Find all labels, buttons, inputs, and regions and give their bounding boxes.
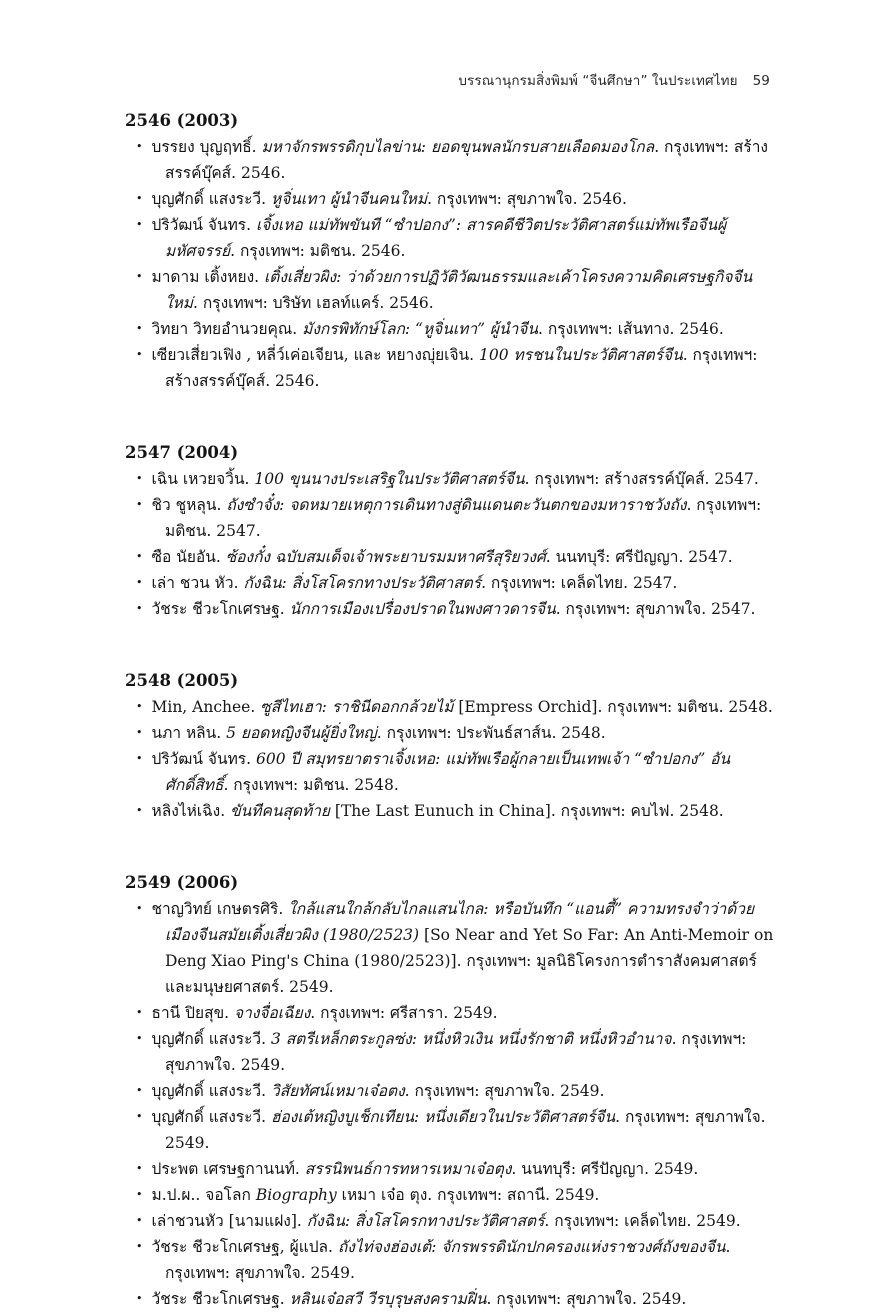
bibliography-entry [125, 1156, 775, 1182]
entry-plain-segment: เฉิน เหวยจวิ้น. [151, 470, 255, 488]
bullet-icon: • [136, 348, 143, 361]
entry-title-segment: 100 ขุนนางประเสริฐในประวัติศาสตร์จีน [254, 470, 525, 488]
bullet-icon: • [136, 1240, 143, 1253]
entry-title-segment: วิสัยทัศน์เหมาเจ๋อตง [271, 1082, 405, 1100]
entry-plain-segment: . กรุงเทพฯ: สุขภาพใจ. 2549. [165, 1108, 766, 1152]
bullet-icon: • [136, 1084, 143, 1097]
entry-plain-segment: บุญศักดิ์ แสงระวี. [151, 1108, 271, 1126]
bullet-icon: • [136, 1110, 143, 1123]
entry-text [152, 548, 733, 566]
entry-plain-segment: . กรุงเทพฯ: สุขภาพใจ. 2547. [555, 600, 756, 618]
bullet-icon: • [136, 602, 143, 615]
entry-plain-segment: เล่าชวนหัว [นามแฝง]. [151, 1212, 307, 1230]
entry-title-segment: Biography [255, 1186, 337, 1204]
entry-text [152, 268, 753, 312]
bullet-icon: • [136, 1188, 143, 1201]
bibliography-entry [125, 134, 775, 186]
entry-plain-segment: ชิว ชูหลุน. [151, 496, 227, 514]
entry-plain-segment: เล่า ชวน หัว. [151, 574, 244, 592]
entry-plain-segment: . นนทบุรี: ศรีปัญญา. 2547. [545, 548, 733, 566]
bullet-icon: • [136, 902, 143, 915]
entry-text [152, 724, 606, 742]
entry-plain-segment: . กรุงเทพฯ: เคล็ดไทย. 2547. [481, 574, 678, 592]
entry-text [152, 698, 773, 716]
year-section [125, 870, 775, 1312]
entry-text [152, 138, 768, 182]
entry-plain-segment: . นนทบุรี: ศรีปัญญา. 2549. [511, 1160, 699, 1178]
entry-title-segment: ขันทีคนสุดท้าย [230, 802, 330, 820]
entry-text [152, 574, 678, 592]
entry-title-segment: ถังไท่จงฮ่องเต้: จักรพรรดินักปกครองแห่งราชวงศ์ถังของจีน [337, 1238, 726, 1256]
entry-plain-segment: บุญศักดิ์ แสงระวี. [151, 190, 271, 208]
entry-plain-segment: วิทยา วิทยอำนวยคุณ. [151, 320, 303, 338]
bibliography-entry [125, 1078, 775, 1104]
bullet-icon: • [136, 270, 143, 283]
entry-title-segment: 3 สตรีเหล็กตระกูลซ่ง: หนึ่งหิวเงิน หนึ่งรักชาติ หนึ่งหิวอำนาจ [271, 1030, 672, 1048]
bibliography-entry [125, 1286, 775, 1312]
entry-plain-segment: เหมา เจ๋อ ตุง. กรุงเทพฯ: สถานี. 2549. [336, 1186, 600, 1204]
year-section [125, 108, 775, 394]
entry-title-segment: ถังซำจั๋ง: จดหมายเหตุการเดินทางสู่ดินแดนตะวันตกของมหาราชวังถัง [226, 496, 687, 514]
entry-plain-segment: ชาญวิทย์ เกษตรศิริ. [151, 900, 289, 918]
entry-text [152, 600, 756, 618]
bullet-icon: • [136, 322, 143, 335]
entry-title-segment: นักการเมืองเปรื่องปราดในพงศาวดารจีน [289, 600, 556, 618]
running-header [458, 69, 770, 91]
entry-text [152, 1290, 687, 1308]
bibliography-entry [125, 342, 775, 394]
bullet-icon: • [136, 218, 143, 231]
running-header-title: บรรณานุกรมสิ่งพิมพ์ “จีนศึกษา” ในประเทศไทย [458, 73, 738, 89]
entry-title-segment: หลินเจ๋อสวี วีรบุรุษสงครามฝิ่น [289, 1290, 487, 1308]
entry-text [152, 496, 762, 540]
entry-plain-segment: [So Near and Yet So Far: An Anti-Memoir on Deng Xiao Ping's China (1980/2523)]. กรุงเทพฯ: มูลนิธิโครงการตำราสังคมศาสตร์และมนุษยศาสตร์. 2549. [165, 926, 774, 996]
year-section [125, 668, 775, 824]
entry-text [152, 1186, 600, 1204]
entry-text [152, 1030, 747, 1074]
entry-text [152, 470, 759, 488]
entry-plain-segment: . กรุงเทพฯ: เส้นทาง. 2546. [537, 320, 724, 338]
entry-title-segment: จางจื่อเฉียง [234, 1004, 311, 1022]
bullet-icon: • [136, 1214, 143, 1227]
entry-text [152, 1108, 766, 1152]
entry-plain-segment: ธานี ปิยสุข. [151, 1004, 235, 1022]
bibliography-entry [125, 186, 775, 212]
entry-plain-segment: หลิงไห่เฉิง. [151, 802, 231, 820]
bullet-icon: • [136, 804, 143, 817]
bullet-icon: • [136, 1292, 143, 1305]
entry-title-segment: เจิ้งเหอ แม่ทัพขันที “ซำปอกง”: สารคดีชีวิตประวัติศาสตร์แม่ทัพเรือจีนผู้มหัศจรรย์ [165, 216, 727, 260]
entry-title-segment: มหาจักรพรรดิกุบไลข่าน: ยอดขุนพลนักรบสายเลือดมองโกล [261, 138, 655, 156]
entry-text [152, 1004, 498, 1022]
entry-plain-segment: ซือ นัยอัน. [151, 548, 226, 566]
bibliography-entry [125, 466, 775, 492]
entry-plain-segment: . กรุงเทพฯ: สุขภาพใจ. 2549. [404, 1082, 605, 1100]
bibliography-entry [125, 1208, 775, 1234]
page-number: 59 [752, 73, 770, 89]
entry-plain-segment: . กรุงเทพฯ: สร้างสรรค์บุ๊คส์. 2547. [524, 470, 759, 488]
entry-title-segment: ซ้องกั๋ง ฉบับสมเด็จเจ้าพระยาบรมมหาศรีสุริยวงศ์ [225, 548, 546, 566]
entry-plain-segment: . กรุงเทพฯ: สุขภาพใจ. 2549. [165, 1238, 731, 1282]
entry-plain-segment: . กรุงเทพฯ: มติชน. 2547. [165, 496, 762, 540]
section-year-heading: 2549 (2006) [125, 873, 239, 892]
bullet-icon: • [136, 700, 143, 713]
entry-plain-segment: บุญศักดิ์ แสงระวี. [151, 1030, 271, 1048]
entry-title-segment: หูจิ่นเทา ผู้นำจีนคนใหม่ [271, 190, 428, 208]
entry-plain-segment: Min, Anchee. [151, 698, 261, 716]
section-year-heading: 2546 (2003) [125, 111, 239, 130]
entry-title-segment: ฮ่องเต้หญิงบูเช็กเทียน: หนึ่งเดียวในประวัติศาสตร์จีน [271, 1108, 616, 1126]
bibliography-entry [125, 1026, 775, 1078]
entry-title-segment: ใกล้แสนใกล้กลับไกลแสนไกล: หรือบันทึก “แอนตี้” ความทรงจำว่าด้วยเมืองจีนสมัยเติ้งเสี่ยวผิง (1980/2523) [165, 900, 755, 944]
bullet-icon: • [136, 550, 143, 563]
entry-text [152, 802, 724, 820]
entry-text [152, 1082, 605, 1100]
bullet-icon: • [136, 192, 143, 205]
entry-text [152, 190, 627, 208]
year-section [125, 440, 775, 622]
bibliography-entry [125, 316, 775, 342]
entry-title-segment: สรรนิพนธ์การทหารเหมาเจ๋อตุง [304, 1160, 512, 1178]
entry-plain-segment: บุญศักดิ์ แสงระวี. [151, 1082, 271, 1100]
bullet-icon: • [136, 752, 143, 765]
bibliography-entry [125, 896, 775, 1000]
entry-text [152, 320, 724, 338]
bibliography-entry [125, 544, 775, 570]
bibliography-entry [125, 1182, 775, 1208]
entry-plain-segment: ม.ป.ผ.. จอโลก [151, 1186, 256, 1204]
entry-text [152, 346, 758, 390]
entry-plain-segment: . กรุงเทพฯ: สุขภาพใจ. 2549. [165, 1030, 747, 1074]
entry-title-segment: กังฉิน: สิ่งโสโครกทางประวัติศาสตร์ [243, 574, 482, 592]
bibliography-entry [125, 798, 775, 824]
bullet-icon: • [136, 472, 143, 485]
bibliography-entry [125, 492, 775, 544]
entry-title-segment: 5 ยอดหญิงจีนผู้ยิ่งใหญ่ [226, 724, 377, 742]
entry-text [152, 1212, 741, 1230]
entry-title-segment: เติ้งเสี่ยวผิง: ว่าด้วยการปฏิวัติวัฒนธรรมและเค้าโครงความคิดเศรษฐกิจจีนใหม่ [165, 268, 753, 312]
entry-title-segment: 600 ปี สมุทรยาตราเจิ้งเหอ: แม่ทัพเรือผู้กลายเป็นเทพเจ้า “ซำปอกง” อันศักดิ์สิทธิ์ [165, 750, 731, 794]
entry-plain-segment: . กรุงเทพฯ: ประพันธ์สาส์น. 2548. [376, 724, 606, 742]
entry-plain-segment: . กรุงเทพฯ: มติชน. 2548. [223, 776, 399, 794]
bibliography-entry [125, 1000, 775, 1026]
bullet-icon: • [136, 498, 143, 511]
bibliography-entry [125, 1104, 775, 1156]
entry-text [152, 1238, 731, 1282]
bullet-icon: • [136, 1032, 143, 1045]
entry-plain-segment: . กรุงเทพฯ: บริษัท เฮลท์แคร์. 2546. [193, 294, 434, 312]
bibliography-entry [125, 212, 775, 264]
entry-plain-segment: [The Last Eunuch in China]. กรุงเทพฯ: คบไฟ. 2548. [329, 802, 724, 820]
entry-text [152, 750, 731, 794]
entry-plain-segment: [Empress Orchid]. กรุงเทพฯ: มติชน. 2548. [453, 698, 773, 716]
entry-title-segment: ซูสีไทเฮา: ราชินีดอกกล้วยไม้ [260, 698, 454, 716]
bibliography-entry [125, 596, 775, 622]
entry-plain-segment: นภา หลิน. [151, 724, 227, 742]
entry-text [152, 1160, 699, 1178]
entry-text [152, 216, 727, 260]
entry-title-segment: มังกรพิทักษ์โลก: “หูจิ่นเทา” ผู้นำจีน [302, 320, 538, 338]
entry-title-segment: 100 ทรชนในประวัติศาสตร์จีน [479, 346, 683, 364]
bullet-icon: • [136, 576, 143, 589]
bibliography-entry [125, 1234, 775, 1286]
entry-plain-segment: . กรุงเทพฯ: มติชน. 2546. [230, 242, 406, 260]
entry-plain-segment: วัชระ ชีวะโกเศรษฐ. [151, 600, 290, 618]
bullet-icon: • [136, 140, 143, 153]
bibliography-entry [125, 264, 775, 316]
entry-plain-segment: วัชระ ชีวะโกเศรษฐ, ผู้แปล. [151, 1238, 338, 1256]
entry-text [152, 900, 774, 996]
bibliography [125, 108, 775, 1312]
bullet-icon: • [136, 1006, 143, 1019]
entry-plain-segment: วัชระ ชีวะโกเศรษฐ. [151, 1290, 290, 1308]
entry-plain-segment: บรรยง บุญฤทธิ์. [151, 138, 262, 156]
bullet-icon: • [136, 1162, 143, 1175]
bibliography-entry [125, 570, 775, 596]
entry-plain-segment: . กรุงเทพฯ: สร้างสรรค์บุ๊คส์. 2546. [165, 138, 768, 182]
section-year-heading: 2547 (2004) [125, 443, 239, 462]
entry-plain-segment: เซียวเสี่ยวเฟิง , หลี่ว์เค่อเจียน, และ หยางญุ่ยเจิน. [151, 346, 480, 364]
entry-plain-segment: . กรุงเทพฯ: สุขภาพใจ. 2549. [486, 1290, 687, 1308]
bullet-icon: • [136, 726, 143, 739]
entry-title-segment: กังฉิน: สิ่งโสโครกทางประวัติศาสตร์ [306, 1212, 545, 1230]
entry-plain-segment: ปริวัฒน์ จันทร. [151, 750, 256, 768]
entry-plain-segment: . กรุงเทพฯ: เคล็ดไทย. 2549. [544, 1212, 741, 1230]
entry-plain-segment: . กรุงเทพฯ: ศรีสารา. 2549. [310, 1004, 498, 1022]
bibliography-entry [125, 694, 775, 720]
bibliography-entry [125, 746, 775, 798]
entry-plain-segment: ปริวัฒน์ จันทร. [151, 216, 256, 234]
entry-plain-segment: . กรุงเทพฯ: สุขภาพใจ. 2546. [427, 190, 627, 208]
entry-plain-segment: . กรุงเทพฯ: สร้างสรรค์บุ๊คส์. 2546. [165, 346, 758, 390]
entry-plain-segment: ประพต เศรษฐกานนท์. [151, 1160, 305, 1178]
section-year-heading: 2548 (2005) [125, 671, 239, 690]
entry-plain-segment: มาดาม เติ้งหยง. [151, 268, 264, 286]
bibliography-entry [125, 720, 775, 746]
